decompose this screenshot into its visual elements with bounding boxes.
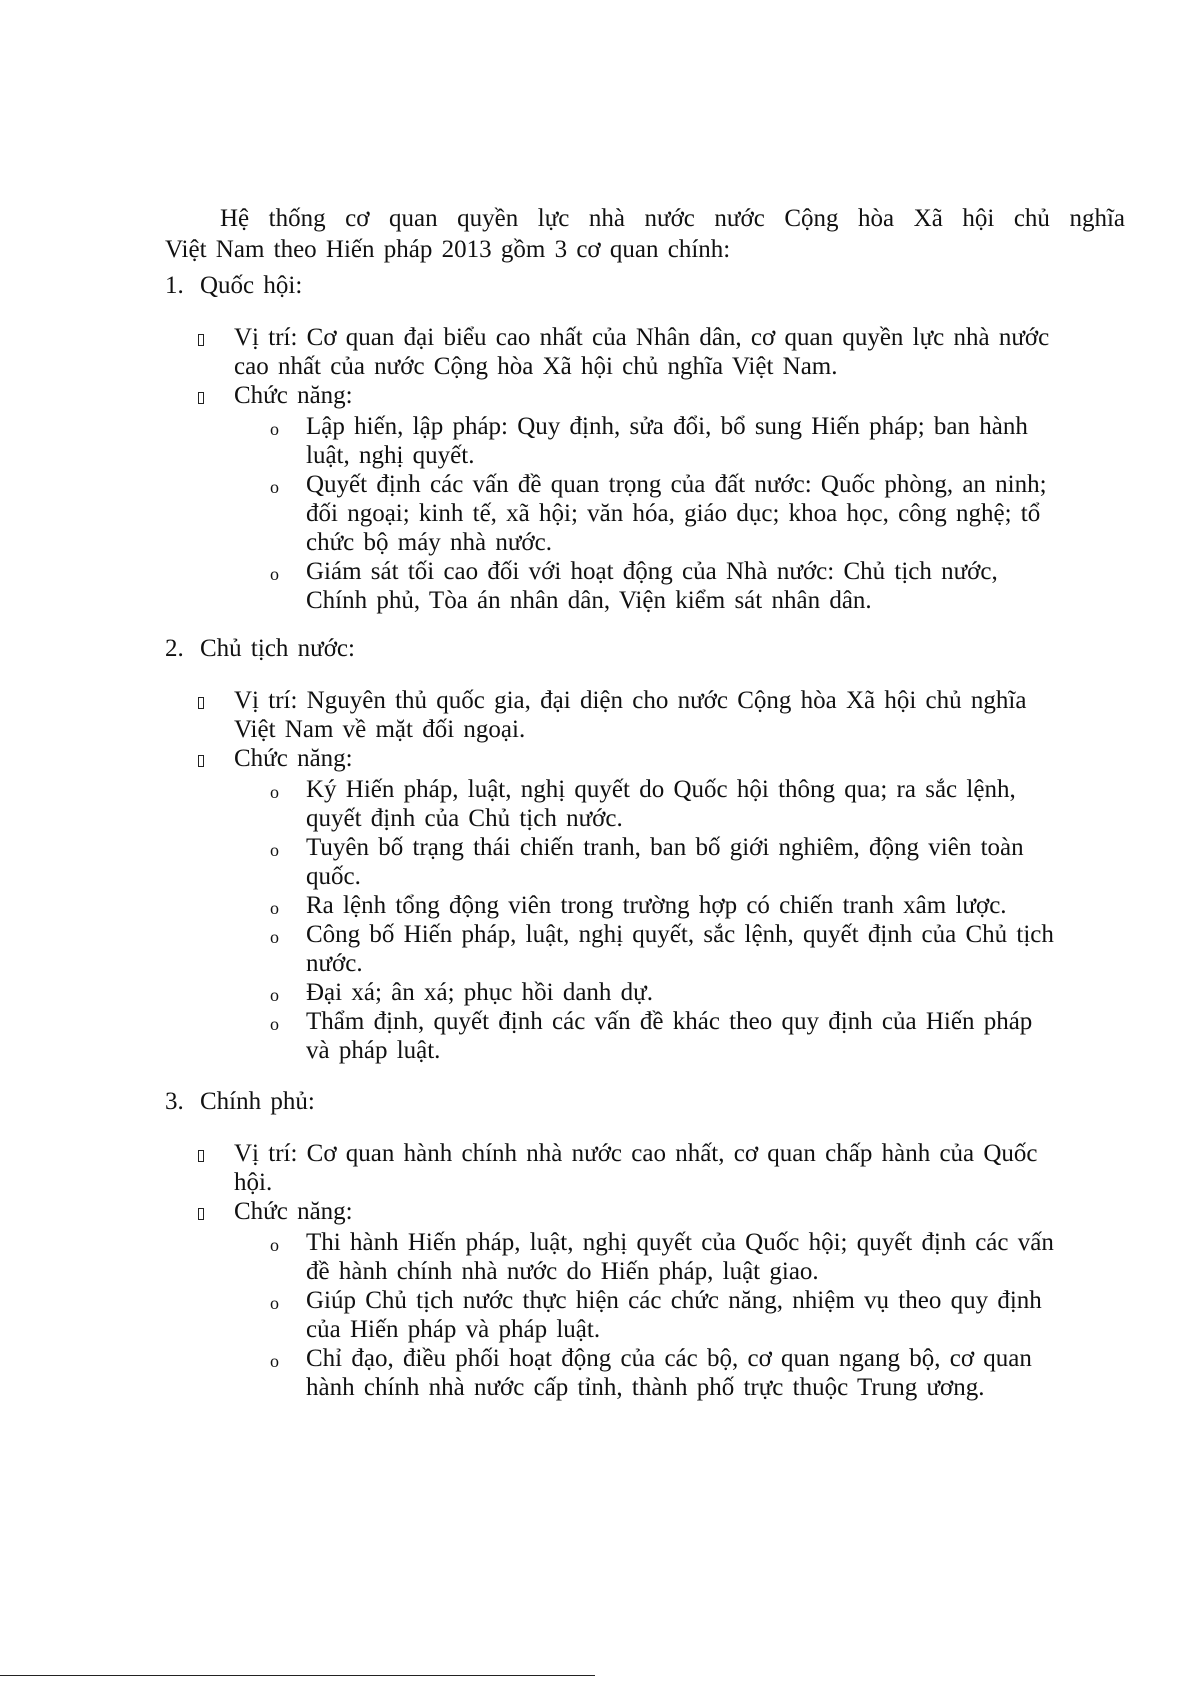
function-line: hành chính nhà nước cấp tỉnh, thành phố trực thuộc Trung ương.	[306, 1374, 985, 1401]
function-line: đề hành chính nhà nước do Hiến pháp, luật giao.	[306, 1258, 819, 1285]
bullet-marker	[198, 392, 204, 404]
intro-line-2: Việt Nam theo Hiến pháp 2013 gồm 3 cơ quan chính:	[165, 236, 731, 263]
function-line: Công bố Hiến pháp, luật, nghị quyết, sắc lệnh, quyết định của Chủ tịch	[306, 921, 1054, 948]
section-title-text: Chủ tịch nước:	[200, 635, 355, 662]
function-line: luật, nghị quyết.	[306, 442, 475, 469]
section-title	[165, 1086, 315, 1117]
function-line: Thi hành Hiến pháp, luật, nghị quyết của Quốc hội; quyết định các vấn	[306, 1229, 1054, 1256]
bullet-marker	[198, 1150, 204, 1162]
sub-bullet-marker: o	[270, 564, 279, 584]
section-title	[165, 270, 302, 301]
function-label: Chức năng:	[234, 745, 353, 772]
function-line: và pháp luật.	[306, 1037, 441, 1064]
sub-bullet-marker: o	[270, 1293, 279, 1313]
bullet-marker	[198, 1208, 204, 1220]
function-line: Giám sát tối cao đối với hoạt động của Nhà nước: Chủ tịch nước,	[306, 558, 998, 585]
bullet-marker	[198, 334, 204, 346]
sub-bullet-marker: o	[270, 898, 279, 918]
position-line: Việt Nam về mặt đối ngoại.	[234, 716, 526, 743]
section-number: 2.	[165, 635, 184, 662]
intro-paragraph	[165, 203, 1125, 265]
position-line: Vị trí: Cơ quan hành chính nhà nước cao nhất, cơ quan chấp hành của Quốc	[234, 1140, 1038, 1167]
function-line: Chỉ đạo, điều phối hoạt động của các bộ, cơ quan ngang bộ, cơ quan	[306, 1345, 1032, 1372]
function-line: Lập hiến, lập pháp: Quy định, sửa đổi, bổ sung Hiến pháp; ban hành	[306, 413, 1028, 440]
section-title	[165, 633, 355, 664]
function-line: chức bộ máy nhà nước.	[306, 529, 552, 556]
function-label: Chức năng:	[234, 382, 353, 409]
sub-bullet-marker: o	[270, 985, 279, 1005]
sub-bullet-marker: o	[270, 1351, 279, 1371]
bullet-marker	[198, 697, 204, 709]
function-label: Chức năng:	[234, 1198, 353, 1225]
function-line: Ký Hiến pháp, luật, nghị quyết do Quốc hội thông qua; ra sắc lệnh,	[306, 776, 1016, 803]
function-line: Thẩm định, quyết định các vấn đề khác theo quy định của Hiến pháp	[306, 1008, 1033, 1035]
position-line: cao nhất của nước Cộng hòa Xã hội chủ nghĩa Việt Nam.	[234, 353, 838, 380]
function-line: đối ngoại; kinh tế, xã hội; văn hóa, giáo dục; khoa học, công nghệ; tổ	[306, 500, 1041, 527]
function-line: của Hiến pháp và pháp luật.	[306, 1316, 601, 1343]
bullet-marker	[198, 755, 204, 767]
sub-bullet-marker: o	[270, 782, 279, 802]
section-title-text: Chính phủ:	[200, 1088, 315, 1115]
position-line: Vị trí: Cơ quan đại biểu cao nhất của Nhân dân, cơ quan quyền lực nhà nước	[234, 324, 1050, 351]
section-number: 1.	[165, 272, 184, 299]
function-line: Giúp Chủ tịch nước thực hiện các chức năng, nhiệm vụ theo quy định	[306, 1287, 1042, 1314]
function-line: quyết định của Chủ tịch nước.	[306, 805, 623, 832]
sub-bullet-marker: o	[270, 840, 279, 860]
function-line: nước.	[306, 950, 363, 977]
section-title-text: Quốc hội:	[200, 272, 303, 299]
function-line: Chính phủ, Tòa án nhân dân, Viện kiểm sát nhân dân.	[306, 587, 872, 614]
position-line: Vị trí: Nguyên thủ quốc gia, đại diện cho nước Cộng hòa Xã hội chủ nghĩa	[234, 687, 1027, 714]
section-number: 3.	[165, 1088, 184, 1115]
footnote-separator	[0, 1675, 595, 1676]
function-line: Tuyên bố trạng thái chiến tranh, ban bố giới nghiêm, động viên toàn	[306, 834, 1024, 861]
sub-bullet-marker: o	[270, 1235, 279, 1255]
sub-bullet-marker: o	[270, 1014, 279, 1034]
function-line: Quyết định các vấn đề quan trọng của đất nước: Quốc phòng, an ninh;	[306, 471, 1047, 498]
sub-bullet-marker: o	[270, 927, 279, 947]
function-line: quốc.	[306, 863, 361, 890]
function-line: Đại xá; ân xá; phục hồi danh dự.	[306, 979, 653, 1006]
sub-bullet-marker: o	[270, 419, 279, 439]
sub-bullet-marker: o	[270, 477, 279, 497]
position-line: hội.	[234, 1169, 273, 1196]
function-line: Ra lệnh tổng động viên trong trường hợp có chiến tranh xâm lược.	[306, 892, 1007, 919]
intro-line-1: Hệ thống cơ quan quyền lực nhà nước nước Cộng hòa Xã hội chủ nghĩa	[220, 205, 1125, 232]
